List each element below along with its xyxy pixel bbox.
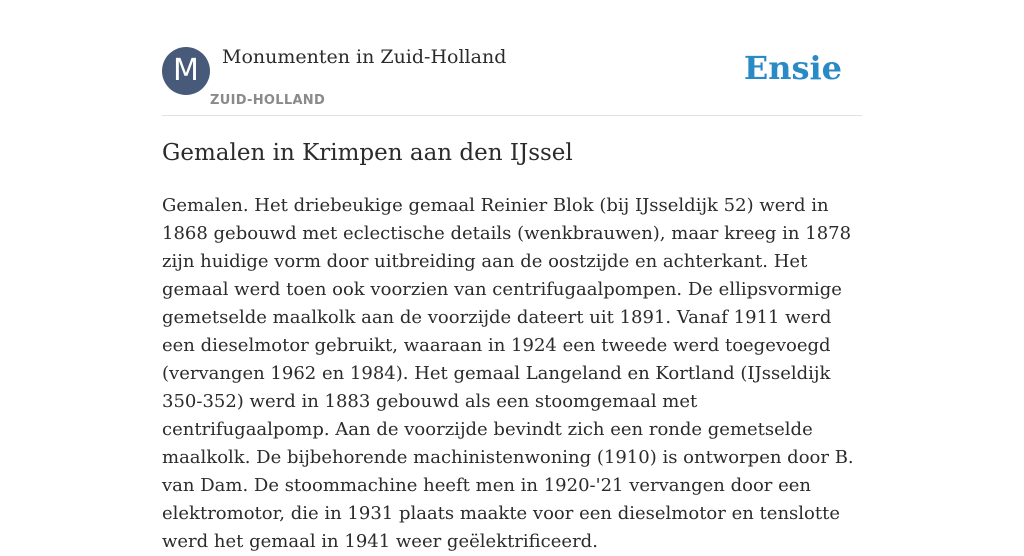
header: [162, 46, 862, 116]
book-avatar[interactable]: M: [162, 47, 210, 95]
article-title: Gemalen in Krimpen aan den IJssel: [162, 140, 573, 166]
ensie-logo[interactable]: Ensie: [743, 49, 842, 87]
book-title-link[interactable]: Monumenten in Zuid-Holland: [222, 46, 507, 68]
article-body: Gemalen. Het driebeukige gemaal Reinier Blok (bij IJsseldijk 52) werd in 1868 gebouwd met eclectische details (wenkbrauwen), maar kreeg in 1878 zijn huidige vorm door uitbreiding aan de oostzijde en achterkant. Het gemaal werd toen ook voorzien van centrifugaalpompen. De ellipsvormige gemetselde maalkolk aan de voorzijde dateert uit 1891. Vanaf 1911 werd een dieselmotor gebruikt, waaraan in 1924 een tweede werd toegevoegd (vervangen 1962 en 1984). Het gemaal Langeland en Kortland (IJsseldijk 350-352) werd in 1883 gebouwd als een stoomgemaal met centrifugaalpomp. Aan de voorzijde bevindt zich een ronde gemetselde maalkolk. De bijbehorende machinistenwoning (1910) is ontworpen door B. van Dam. De stoommachine heeft men in 1920-'21 vervangen door een elektromotor, die in 1931 plaats maakte voor een dieselmotor en tenslotte werd het gemaal in 1941 weer geëlektrificeerd.: [162, 195, 854, 552]
header-divider: [162, 115, 862, 116]
category-link[interactable]: ZUID-HOLLAND: [210, 93, 326, 108]
